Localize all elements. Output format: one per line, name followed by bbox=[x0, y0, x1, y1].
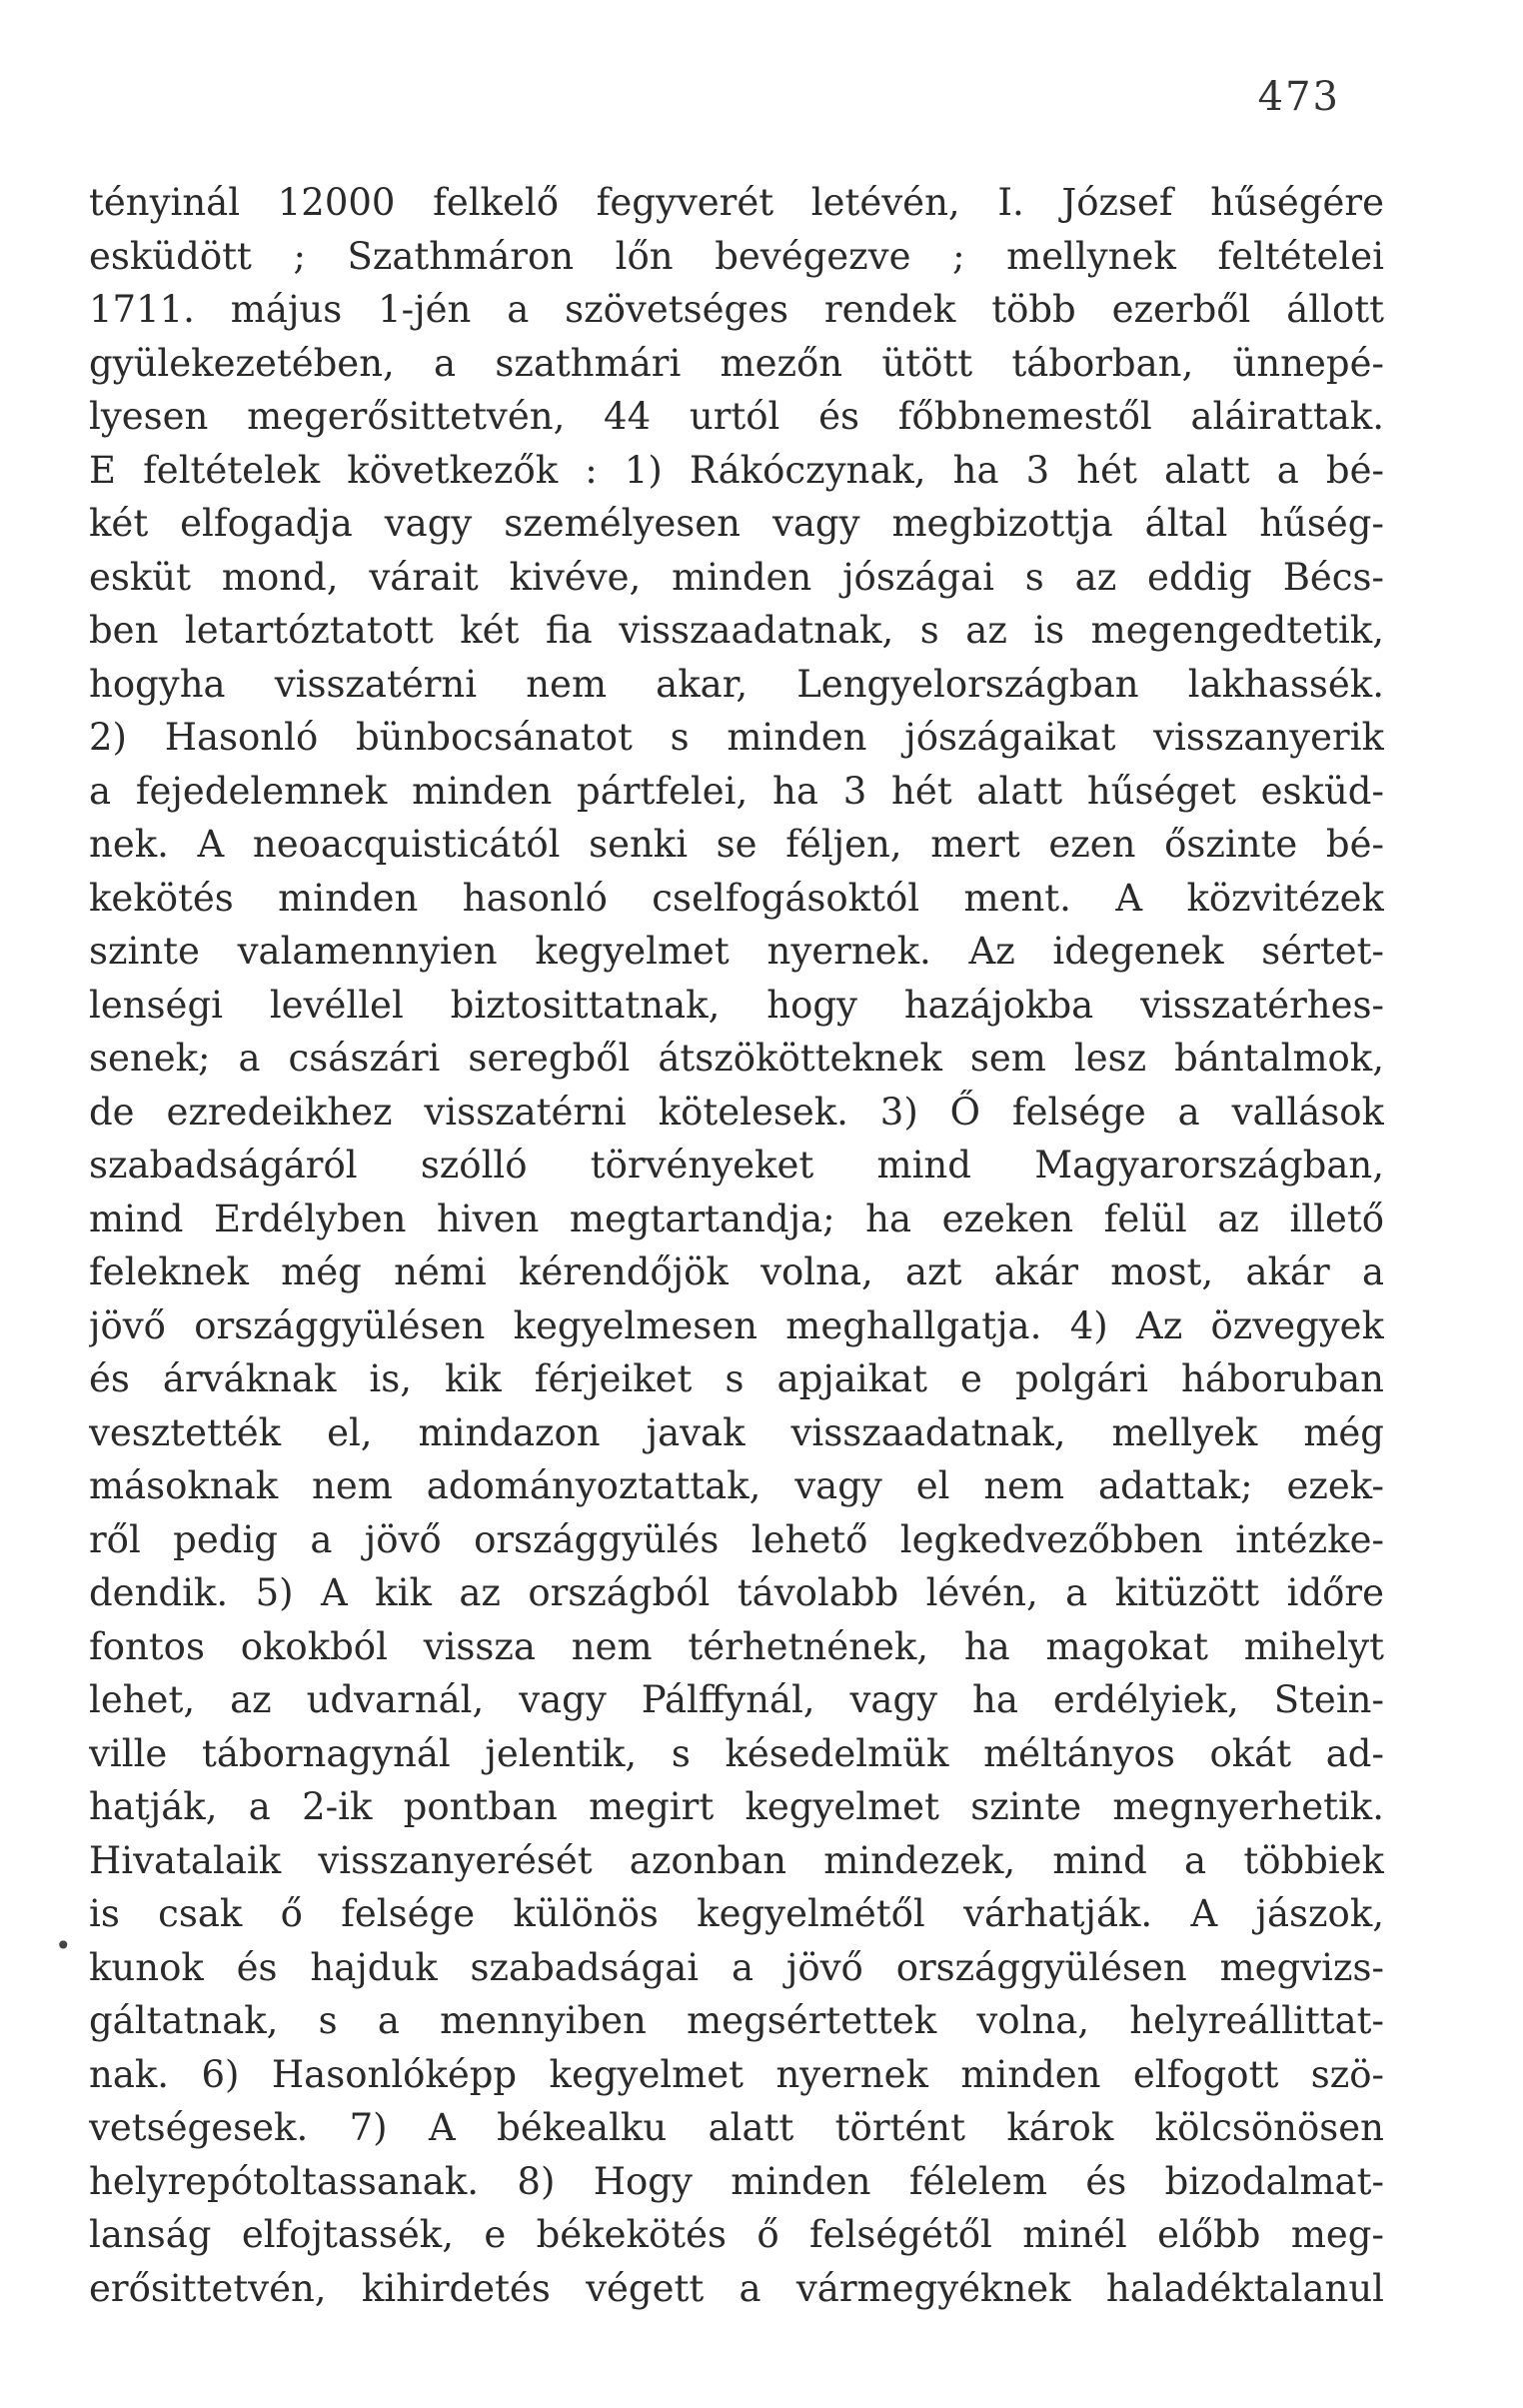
text-line: szabadságáról szólló törvényeket mind Magyarországban, bbox=[89, 1144, 1384, 1187]
text-line: senek; a császári seregből átszökötteknek sem lesz bántalmok, bbox=[89, 1037, 1384, 1080]
text-line: kunok és hajduk szabadságai a jövő országgyülésen megvizs- bbox=[89, 1945, 1384, 1989]
text-line: jövő országgyülésen kegyelmesen meghallgatja. 4) Az özvegyek bbox=[89, 1303, 1384, 1347]
text-line: esküt mond, várait kivéve, minden jószágai s az eddig Bécs- bbox=[89, 555, 1384, 599]
text-line: lehet, az udvarnál, vagy Pálffynál, vagy ha erdélyiek, Stein- bbox=[89, 1678, 1384, 1721]
text-line: a fejedelemnek minden pártfelei, ha 3 hét alatt hűséget esküd- bbox=[89, 769, 1384, 813]
body-text bbox=[89, 176, 1384, 2315]
text-line: esküdött ; Szathmáron lőn bevégezve ; mellynek feltételei bbox=[89, 234, 1384, 278]
text-line: nak. 6) Hasonlóképp kegyelmet nyernek minden elfogott szö- bbox=[89, 2052, 1384, 2096]
text-line: lenségi levéllel biztosittatnak, hogy hazájokba visszatérhes- bbox=[89, 983, 1384, 1027]
text-line: helyrepótoltassanak. 8) Hogy minden félelem és bizodalmat- bbox=[89, 2159, 1384, 2203]
text-line: szinte valamennyien kegyelmet nyernek. Az idegenek sértet- bbox=[89, 930, 1384, 973]
text-line: ben letartóztatott két fia visszaadatnak, s az is megengedtetik, bbox=[89, 609, 1384, 652]
text-line: ville tábornagynál jelentik, s késedelmük méltányos okát ad- bbox=[89, 1731, 1384, 1775]
text-line: gyülekezetében, a szathmári mezőn ütött táborban, ünnepé- bbox=[89, 341, 1384, 385]
text-line: is csak ő felsége különös kegyelmétől várhatják. A jászok, bbox=[89, 1892, 1384, 1935]
text-line: vetségesek. 7) A békealku alatt történt károk kölcsönösen bbox=[89, 2106, 1384, 2149]
text-line: hatják, a 2-ik pontban megirt kegyelmet szinte megnyerhetik. bbox=[89, 1785, 1384, 1828]
text-line: dendik. 5) A kik az országból távolabb lévén, a kitüzött időre bbox=[89, 1571, 1384, 1614]
text-line: ről pedig a jövő országgyülés lehető legkedvezőbben intézke- bbox=[89, 1517, 1384, 1561]
text-line: lyesen megerősittetvén, 44 urtól és főbbnemestől aláirattak. bbox=[89, 395, 1384, 438]
margin-mark: • bbox=[55, 1929, 72, 1962]
text-line: feleknek még némi kérendőjök volna, azt akár most, akár a bbox=[89, 1250, 1384, 1293]
text-line: erősittetvén, kihirdetés végett a vármegyéknek haladéktalanul bbox=[89, 2266, 1384, 2310]
text-line: tényinál 12000 felkelő fegyverét letévén, I. József hűségére bbox=[89, 181, 1384, 224]
page-number: 473 bbox=[1257, 74, 1340, 120]
text-line: Hivatalaik visszanyerését azonban mindezek, mind a többiek bbox=[89, 1838, 1384, 1882]
text-line: két elfogadja vagy személyesen vagy megbizottja által hűség- bbox=[89, 502, 1384, 545]
text-line: és árváknak is, kik férjeiket s apjaikat e polgári háboruban bbox=[89, 1357, 1384, 1400]
text-line: hogyha visszatérni nem akar, Lengyelországban lakhassék. bbox=[89, 662, 1384, 706]
text-line: gáltatnak, s a mennyiben megsértettek volna, helyreállittat- bbox=[89, 1999, 1384, 2042]
text-line: kekötés minden hasonló cselfogásoktól ment. A közvitézek bbox=[89, 876, 1384, 920]
text-line: E feltételek következők : 1) Rákóczynak, ha 3 hét alatt a bé- bbox=[89, 448, 1384, 492]
text-line: 1711. május 1-jén a szövetséges rendek több ezerből állott bbox=[89, 288, 1384, 331]
text-line: másoknak nem adományoztattak, vagy el nem adattak; ezek- bbox=[89, 1464, 1384, 1507]
text-line: nek. A neoacquisticától senki se féljen, mert ezen őszinte bé- bbox=[89, 823, 1384, 866]
text-line: lanság elfojtassék, e békekötés ő felségétől minél előbb meg- bbox=[89, 2213, 1384, 2256]
text-line: de ezredeikhez visszatérni kötelesek. 3) Ő felsége a vallások bbox=[89, 1090, 1384, 1134]
text-line: mind Erdélyben hiven megtartandja; ha ezeken felül az illető bbox=[89, 1197, 1384, 1240]
text-line: vesztették el, mindazon javak visszaadatnak, mellyek még bbox=[89, 1410, 1384, 1454]
text-line: 2) Hasonló bünbocsánatot s minden jószágaikat visszanyerik bbox=[89, 716, 1384, 759]
text-line: fontos okokból vissza nem térhetnének, ha magokat mihelyt bbox=[89, 1624, 1384, 1668]
